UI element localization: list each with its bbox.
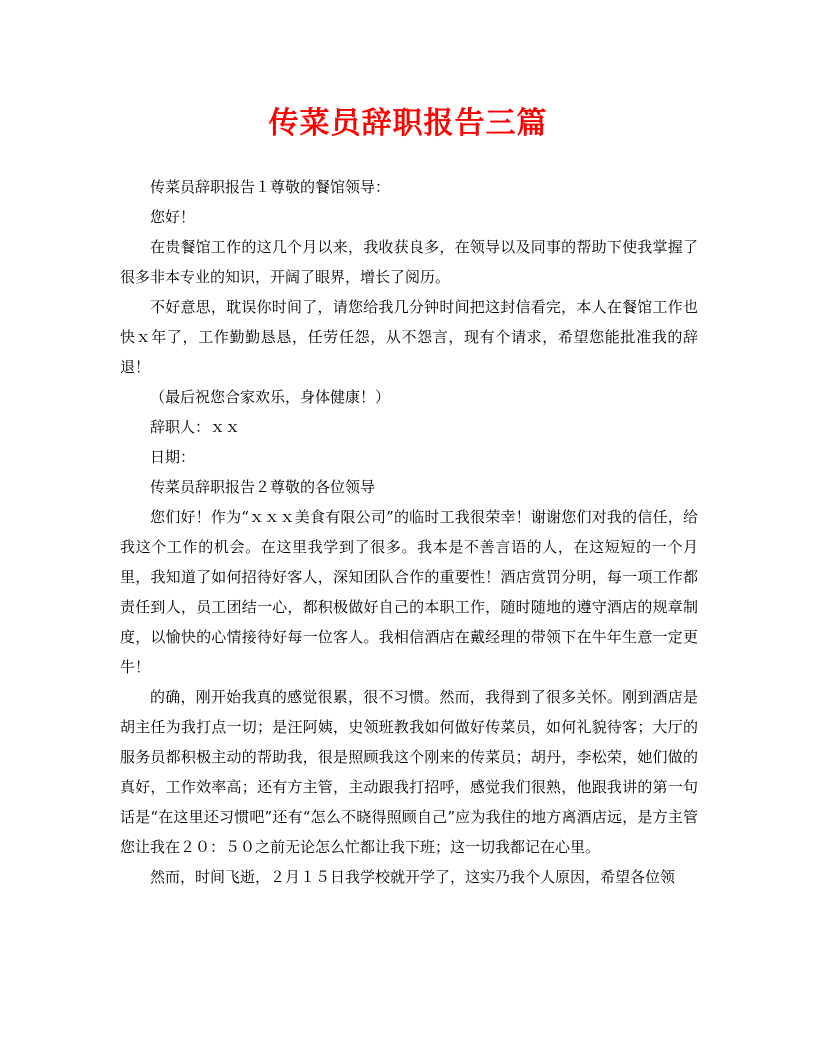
paragraph: 不好意思，耽误你时间了，请您给我几分钟时间把这封信看完，本人在餐馆工作也快ｘ年了，工作勤勤恳恳，任劳任怨，从不怨言，现有个请求，希望您能批准我的辞退！ (120, 298, 698, 376)
document-title: 传菜员辞职报告三篇 (268, 106, 548, 141)
paragraph: 在贵餐馆工作的这几个月以来，我收获良多，在领导以及同事的帮助下使我掌握了很多非本专业的知识，开阔了眼界，增长了阅历。 (120, 238, 698, 286)
document-body (120, 172, 698, 892)
paragraph: 的确，刚开始我真的感觉很累，很不习惯。然而，我得到了很多关怀。刚到酒店是胡主任为我打点一切；是汪阿姨，史领班教我如何做好传菜员，如何礼貌待客；大厅的服务员都积极主动的帮助我，很是照顾我这个刚来的传菜员；胡丹，李松荣，她们做的真好，工作效率高；还有方主管，主动跟我打招呼，感觉我们很熟，他跟我讲的第一句话是“在这里还习惯吧”还有“怎么不晓得照顾自己”应为我住的地方离酒店远，是方主管您让我在２０：５０之前无论怎么忙都让我下班；这一切我都记在心里。 (120, 688, 698, 856)
paragraph: 然而，时间飞逝，２月１５日我学校就开学了，这实乃我个人原因，希望各位领 (150, 868, 676, 886)
paragraph: （最后祝您合家欢乐，身体健康！） (150, 388, 391, 406)
paragraph: 您们好！作为“ｘｘｘ美食有限公司”的临时工我很荣幸！谢谢您们对我的信任，给我这个工作的机会。在这里我学到了很多。我本是不善言语的人，在这短短的一个月里，我知道了如何招待好客人，深知团队合作的重要性！酒店赏罚分明，每一项工作都责任到人，员工团结一心，都积极做好自己的本职工作，随时随地的遵守酒店的规章制度，以愉快的心情接待好每一位客人。我相信酒店在戴经理的带领下在牛年生意一定更牛！ (120, 508, 698, 676)
paragraph: 传菜员辞职报告２尊敬的各位领导 (150, 478, 376, 496)
paragraph: 传菜员辞职报告１尊敬的餐馆领导： (150, 178, 391, 196)
paragraph: 日期： (150, 448, 196, 466)
paragraph: 辞职人：ｘｘ (150, 418, 241, 436)
paragraph: 您好！ (150, 208, 196, 226)
